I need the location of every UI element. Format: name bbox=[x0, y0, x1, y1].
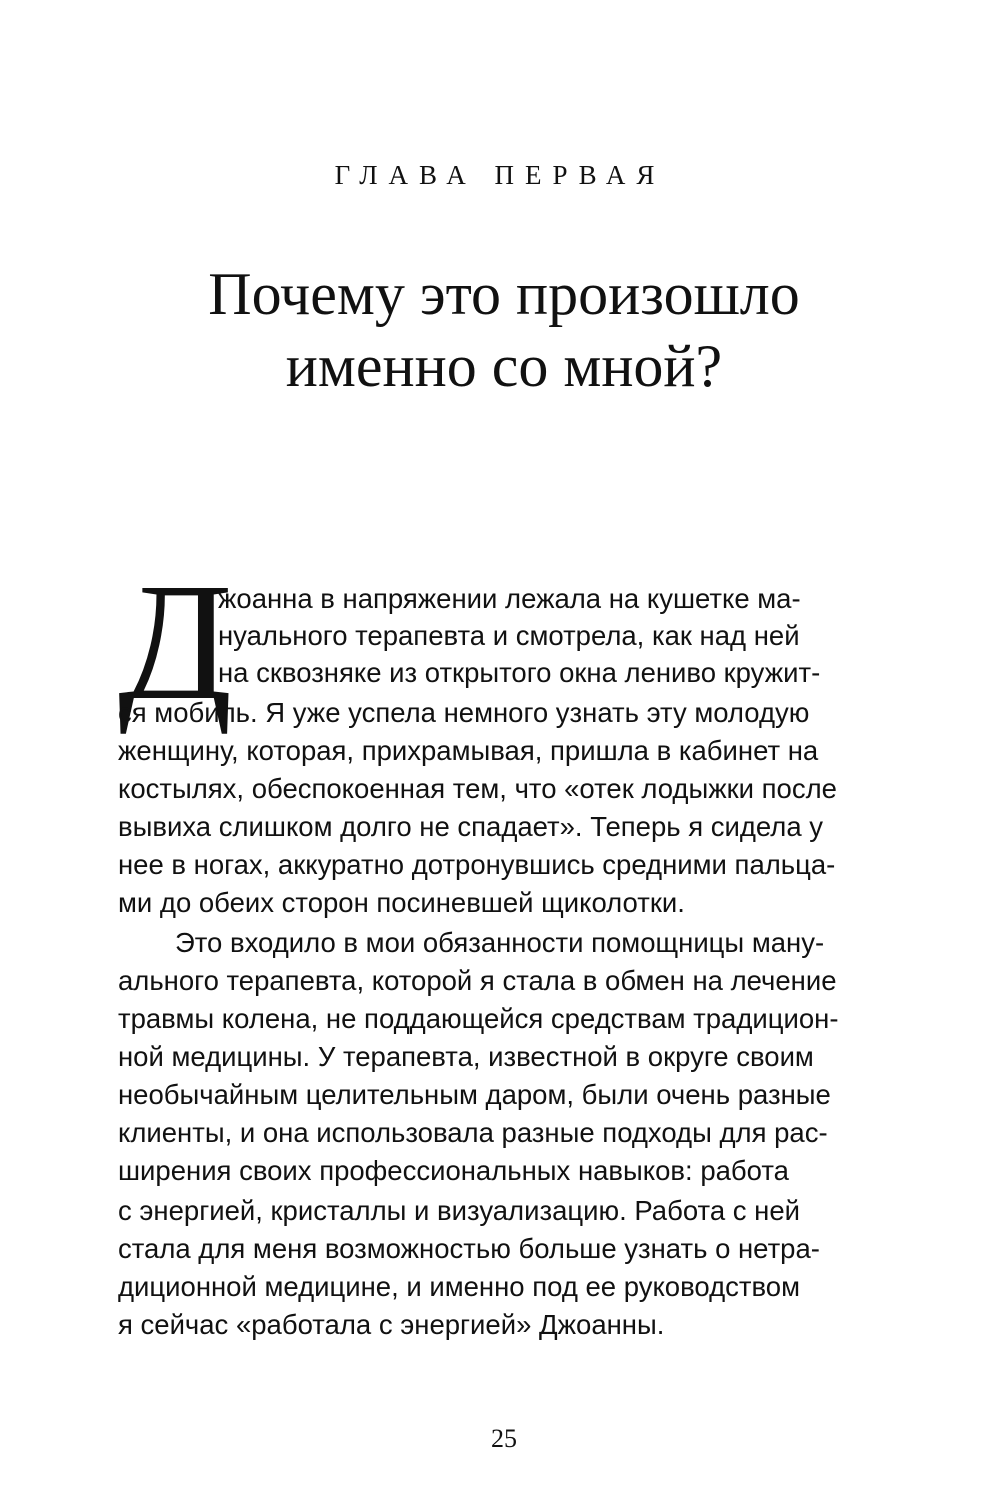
chapter-title bbox=[0, 258, 1000, 402]
body-line: вывиха слишком долго не спадает». Теперь я сидела у bbox=[118, 811, 824, 842]
body-line: с энергией, кристаллы и визуализацию. Работа с ней bbox=[118, 1195, 800, 1226]
body-line: я сейчас «работала с энергией» Джоанны. bbox=[118, 1309, 665, 1340]
chapter-title-line-1: Почему это произошло bbox=[208, 261, 800, 327]
body-line: женщину, которая, прихрамывая, пришла в кабинет на bbox=[118, 735, 819, 766]
body-line: диционной медицине, и именно под ее руководством bbox=[118, 1271, 800, 1302]
body-line: костылях, обеспокоенная тем, что «отек лодыжки после bbox=[118, 773, 837, 804]
body-line: ной медицины. У терапевта, известной в округе своим bbox=[118, 1041, 814, 1072]
body-line: стала для меня возможностью больше узнать о нетра- bbox=[118, 1233, 820, 1264]
body-line: ся мобиль. Я уже успела немного узнать эту молодую bbox=[118, 697, 810, 728]
body-line: жоанна в напряжении лежала на кушетке ма- bbox=[218, 583, 801, 614]
body-line: нее в ногах, аккуратно дотронувшись средними пальца- bbox=[118, 849, 836, 880]
body-line: клиенты, и она использовала разные подходы для рас- bbox=[118, 1117, 828, 1148]
body-line: необычайным целительным даром, были очень разные bbox=[118, 1079, 831, 1110]
body-line: нуального терапевта и смотрела, как над ней bbox=[218, 620, 800, 651]
body-line: ми до обеих сторон посиневшей щиколотки. bbox=[118, 887, 685, 918]
body-line: Это входило в мои обязанности помощницы ману- bbox=[175, 927, 825, 958]
body-line: ширения своих профессиональных навыков: работа bbox=[118, 1155, 789, 1186]
body-line: на сквозняке из открытого окна лениво кружит- bbox=[218, 657, 821, 688]
body-line: травмы колена, не поддающейся средствам традицион- bbox=[118, 1003, 839, 1034]
page-number: 25 bbox=[491, 1424, 517, 1453]
body-line: ального терапевта, которой я стала в обмен на лечение bbox=[118, 965, 837, 996]
chapter-label: ГЛАВА ПЕРВАЯ bbox=[334, 160, 666, 190]
chapter-title-line-2: именно со мной? bbox=[285, 333, 723, 399]
drop-cap-letter: Д bbox=[118, 549, 233, 735]
